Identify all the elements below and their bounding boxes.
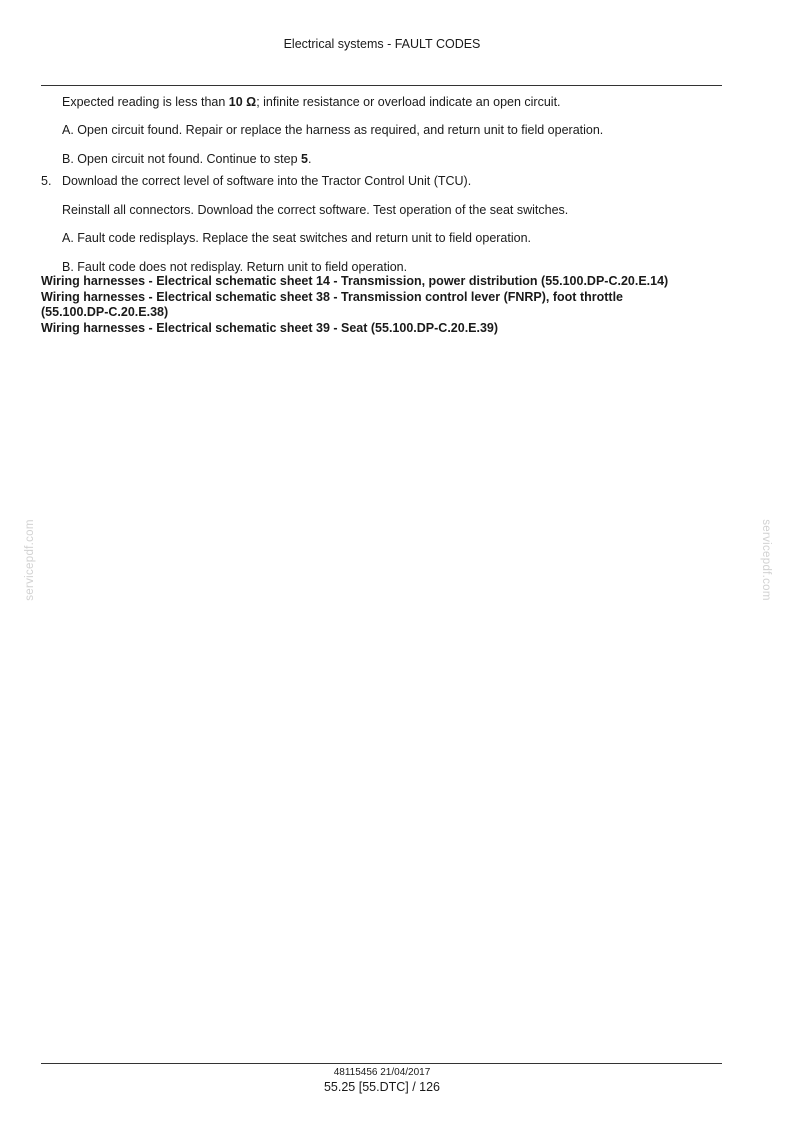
expected-reading-text	[62, 95, 561, 110]
expected-reading-value: 10 Ω	[228, 95, 257, 109]
reference-link-sheet-14[interactable]: Wiring harnesses - Electrical schematic sheet 14 - Transmission, power distribution (55.100.DP-C.20.E.14)	[41, 274, 669, 288]
option-a-open-circuit-found: A. Open circuit found. Repair or replace the harness as required, and return unit to field operation.	[62, 123, 604, 137]
reference-link-sheet-39[interactable]: Wiring harnesses - Electrical schematic sheet 39 - Seat (55.100.DP-C.20.E.39)	[41, 320, 499, 335]
step-reference: 5	[301, 152, 308, 166]
header-rule	[41, 85, 722, 86]
expected-reading-pre: Expected reading is less than	[62, 95, 229, 109]
footer-rule	[41, 1063, 722, 1064]
reference-link-sheet-38[interactable]: Wiring harnesses - Electrical schematic sheet 38 - Transmission control lever (FNRP), foot throttle	[41, 289, 623, 304]
step-5-number: 5.	[41, 174, 52, 188]
footer-page-number: 55.25 [55.DTC] / 126	[323, 1080, 441, 1094]
step-5-text: Download the correct level of software into the Tractor Control Unit (TCU).	[62, 174, 472, 188]
option-b-fault-not-redisplay: B. Fault code does not redisplay. Return unit to field operation.	[62, 260, 408, 274]
watermark-right: servicepdf.com	[760, 519, 772, 601]
option-b-period: .	[308, 152, 312, 166]
watermark-left: servicepdf.com	[24, 519, 36, 601]
option-a-fault-redisplays: A. Fault code redisplays. Replace the seat switches and return unit to field operation.	[62, 231, 532, 245]
footer-document-info: 48115456 21/04/2017	[333, 1067, 431, 1078]
step-5-detail: Reinstall all connectors. Download the correct software. Test operation of the seat switches.	[62, 203, 569, 217]
page-header-title: Electrical systems - FAULT CODES	[283, 37, 481, 51]
expected-reading-post: ; infinite resistance or overload indicate an open circuit.	[256, 95, 561, 109]
option-b-open-circuit-not-found	[62, 152, 311, 167]
reference-links	[41, 274, 731, 336]
option-b-text: B. Open circuit not found. Continue to step	[62, 152, 302, 166]
reference-link-sheet-38-code[interactable]: (55.100.DP-C.20.E.38)	[41, 305, 169, 320]
